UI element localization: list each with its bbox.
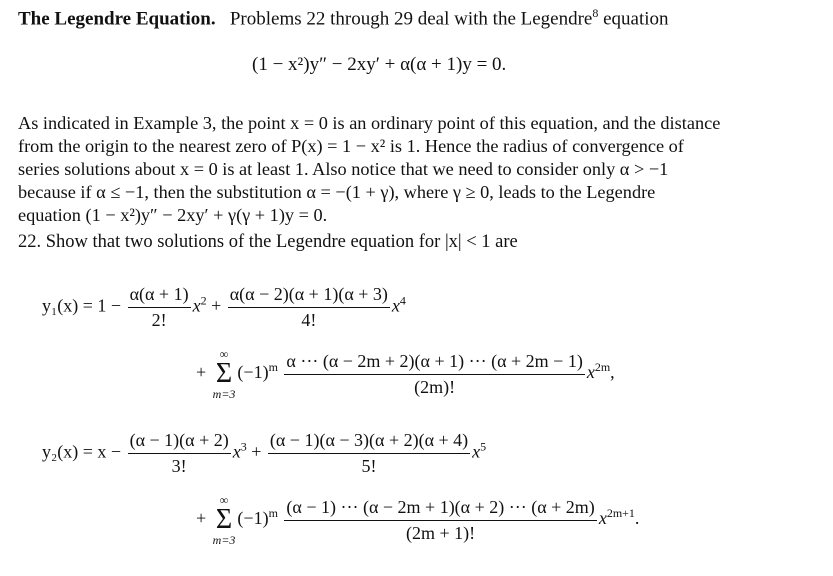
y2-lhs: y₂(x) = x −: [42, 441, 122, 462]
problem-statement: 22. Show that two solutions of the Legendre equation for |x| < 1 are: [18, 232, 518, 252]
exponent: 2m: [594, 360, 611, 375]
footnote-marker: 8: [592, 6, 599, 20]
y1-summation-line: [196, 348, 615, 400]
paragraph-line: As indicated in Example 3, the point x = 0 is an ordinary point of this equation, and the distance: [18, 113, 721, 133]
body-paragraph: [18, 112, 818, 227]
y1-equation-line1: [42, 284, 406, 331]
plus-sign: +: [196, 508, 207, 529]
fraction-denominator: 5!: [361, 456, 377, 476]
sigma-symbol: Σ: [215, 504, 233, 535]
plus-sign: +: [196, 362, 207, 383]
plus-sign: +: [211, 295, 222, 316]
y2-equation-line1: [42, 430, 486, 477]
variable-x: x: [232, 441, 241, 462]
heading-text: Problems 22 through 29 deal with the Legendre: [229, 8, 593, 30]
sum-lower-limit: m=3: [212, 533, 236, 547]
punctuation: ,: [610, 362, 615, 383]
y1-term1-fraction: [128, 284, 191, 331]
alternating-sign: (−1): [237, 362, 269, 383]
fraction-denominator: (2m)!: [414, 376, 456, 397]
y1-lhs: y₁(x) = 1 −: [42, 295, 122, 316]
y1-term2-fraction: [228, 284, 390, 331]
variable-x: x: [598, 508, 607, 529]
summation: [213, 348, 236, 400]
y2-summation-line: [196, 494, 639, 546]
summation: [213, 494, 236, 546]
variable-x: x: [472, 441, 481, 462]
heading-title: The Legendre Equation.: [18, 8, 216, 30]
fraction-numerator: (α − 1) ··· (α − 2m + 1)(α + 2) ··· (α + 2m): [284, 497, 596, 521]
fraction-numerator: α(α − 2)(α + 1)(α + 3): [228, 284, 390, 308]
paragraph-line: because if α ≤ −1, then the substitution α = −(1 + γ), where γ ≥ 0, leads to the Legendre: [18, 182, 656, 202]
punctuation: .: [634, 508, 640, 529]
fraction-denominator: 3!: [171, 456, 187, 476]
y2-sum-fraction: [284, 497, 596, 544]
y2-term1-fraction: [128, 430, 231, 477]
fraction-denominator: 4!: [301, 310, 317, 330]
variable-x: x: [192, 295, 201, 316]
fraction-denominator: 2!: [151, 310, 167, 330]
variable-x: x: [391, 295, 400, 316]
fraction-numerator: (α − 1)(α − 3)(α + 2)(α + 4): [268, 430, 470, 454]
y2-term2-fraction: [268, 430, 470, 477]
exponent: m: [268, 506, 278, 521]
exponent: 2: [200, 293, 207, 308]
sum-upper-limit: ∞: [219, 347, 229, 361]
paragraph-line: series solutions about x = 0 is at least 1. Also notice that we need to consider only α > −1: [18, 159, 669, 179]
sigma-symbol: Σ: [215, 358, 233, 389]
fraction-numerator: α(α + 1): [128, 284, 191, 308]
section-heading: [18, 6, 669, 30]
sum-lower-limit: m=3: [212, 387, 236, 401]
exponent: m: [268, 360, 278, 375]
exponent: 3: [240, 439, 247, 454]
fraction-numerator: α ··· (α − 2m + 2)(α + 1) ··· (α + 2m − 1): [284, 351, 584, 375]
exponent: 2m+1: [606, 506, 635, 521]
exponent: 4: [399, 293, 406, 308]
sum-upper-limit: ∞: [219, 493, 229, 507]
variable-x: x: [586, 362, 595, 383]
fraction-denominator: (2m + 1)!: [406, 522, 476, 543]
plus-sign: +: [251, 441, 262, 462]
heading-text-end: equation: [603, 8, 669, 30]
alternating-sign: (−1): [237, 508, 269, 529]
fraction-numerator: (α − 1)(α + 2): [128, 430, 231, 454]
legendre-equation: (1 − x²)y″ − 2xy′ + α(α + 1)y = 0.: [252, 54, 507, 75]
y1-sum-fraction: [284, 351, 584, 398]
paragraph-line: equation (1 − x²)y″ − 2xy′ + γ(γ + 1)y = 0.: [18, 205, 328, 225]
paragraph-line: from the origin to the nearest zero of P(x) = 1 − x² is 1. Hence the radius of convergence of: [18, 136, 684, 156]
exponent: 5: [480, 439, 487, 454]
